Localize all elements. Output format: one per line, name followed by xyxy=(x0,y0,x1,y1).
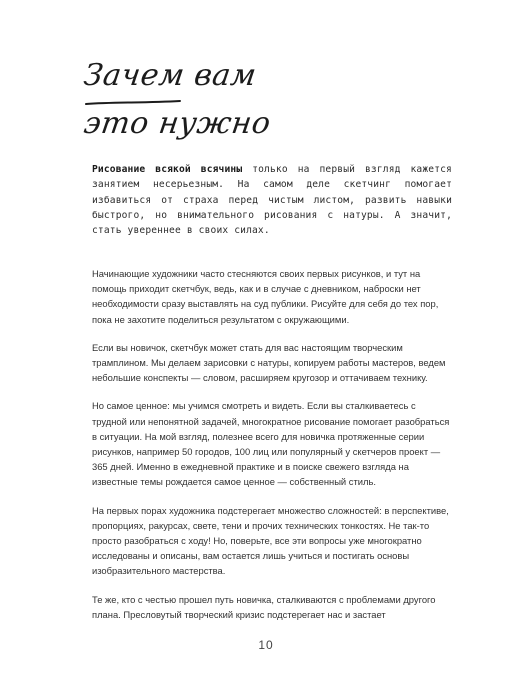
heading-line-1: Зачем вам xyxy=(81,58,259,93)
paragraph: Начинающие художники часто стесняются своих первых рисунков, и тут на помощь приходит скетчбук, ведь, как и в случае с дневником, наброски нет необходимости сразу выставлять на суд публики. Рисуйте для себя до тех пор, пока не захотите поделиться результатом с окружающими. xyxy=(92,268,439,325)
lead-paragraph xyxy=(92,162,452,238)
chapter-heading xyxy=(81,58,384,150)
heading-underline-stroke xyxy=(81,58,384,150)
body-text xyxy=(92,266,452,635)
page-number: 10 xyxy=(258,638,274,652)
lead-rest-text: только на первый взгляд кажется занятием несерьезным. На самом деле скетчинг помогает избавиться от страха перед чистым листом, развить навыки быстрого, но внимательного рисования с натуры. А значит, стать увереннее в своих силах. xyxy=(92,164,452,237)
paragraph: Если вы новичок, скетчбук может стать для вас настоящим творческим трамплином. Мы делаем зарисовки с натуры, копируем работы мастеров, ведем небольшие конспекты — словом, расширяем кругозор и оттачиваем технику. xyxy=(92,341,446,384)
paragraph: На первых порах художника подстерегает множество сложностей: в перспективе, пропорциях, ракурсах, свете, тени и прочих технических тонкостях. Не так-то просто разобраться с ходу! Но, поверьте, все эти вопросы уже многократно исследованы и описаны, вам остается лишь учиться и постигать основы изобразительного мастерства. xyxy=(92,504,449,577)
paragraph: Но самое ценное: мы учимся смотреть и видеть. Если вы сталкиваетесь с трудной или непонятной задачей, многократное рисование помогает разобраться в ситуации. На мой взгляд, полезнее всего для новичка протяженные серии рисунков, например 50 городов, 100 лиц или популярный у скетчеров проект — 365 дней. Именно в ежедневной практике и в поиске свежего взгляда на известные темы рождается самое ценное — собственный стиль. xyxy=(92,400,450,488)
heading-line-2: это нужно xyxy=(81,106,273,141)
paragraph: Те же, кто с честью прошел путь новичка, сталкиваются с проблемами другого плана. Пресловутый творческий кризис подстерегает нас и застает xyxy=(92,593,436,620)
lead-strong-text: Рисование всякой всячины xyxy=(92,164,243,175)
